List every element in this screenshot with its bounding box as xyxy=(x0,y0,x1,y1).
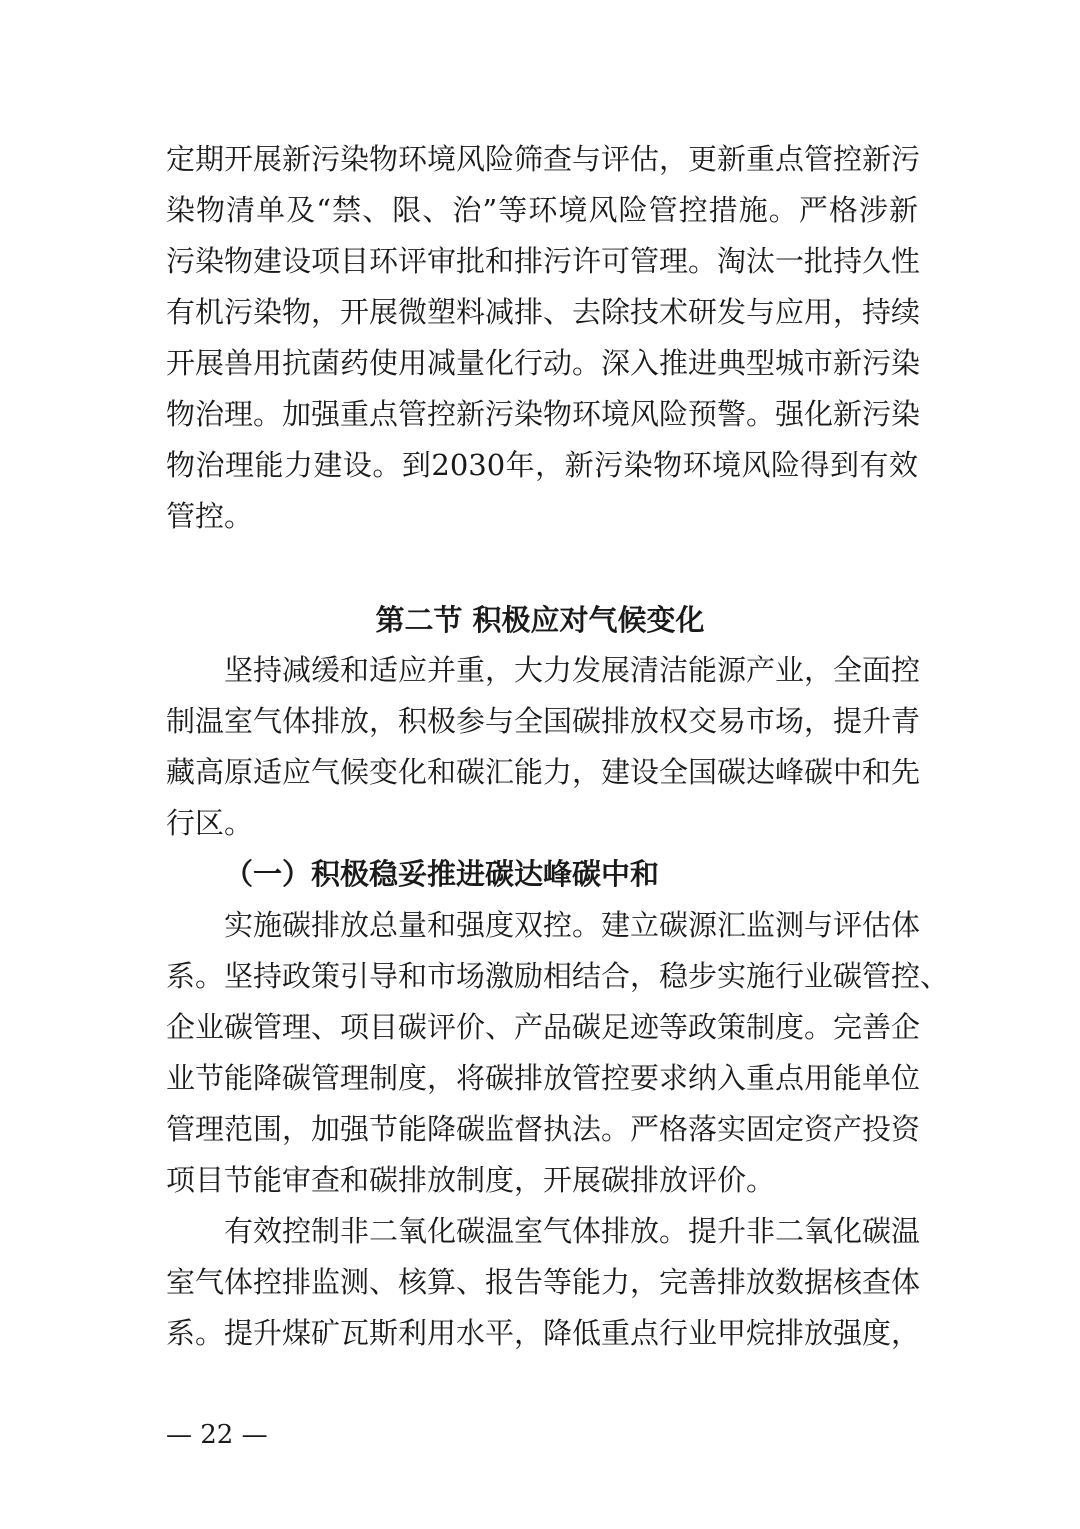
text-line: 系。提升煤矿瓦斯利用水平，降低重点行业甲烷排放强度， xyxy=(166,1316,921,1350)
text-line: 制温室气体排放，积极参与全国碳排放权交易市场，提升青 xyxy=(166,704,921,738)
text-line: 开展兽用抗菌药使用减量化行动。深入推进典型城市新污染 xyxy=(166,346,921,380)
paragraph-new-pollutants xyxy=(166,134,921,542)
section-body xyxy=(166,645,950,1359)
text-line: 污染物建设项目环评审批和排污许可管理。淘汰一批持久性 xyxy=(166,244,921,278)
text-line: 藏高原适应气候变化和碳汇能力，建设全国碳达峰碳中和先 xyxy=(166,755,921,789)
text-line: 管控。 xyxy=(166,499,254,533)
subsection-heading: （一）积极稳妥推进碳达峰碳中和 xyxy=(224,857,660,891)
text-line: 有机污染物，开展微塑料减排、去除技术研发与应用，持续 xyxy=(166,295,921,329)
text-line: 行区。 xyxy=(166,806,254,840)
text-line: 企业碳管理、项目碳评价、产品碳足迹等政策制度。完善企 xyxy=(166,1010,921,1044)
text-line: 坚持减缓和适应并重，大力发展清洁能源产业，全面控 xyxy=(224,653,921,687)
section-title: 第二节 积极应对气候变化 xyxy=(375,603,705,637)
text-line: 定期开展新污染物环境风险筛查与评估，更新重点管控新污 xyxy=(166,142,921,176)
page-number: — 22 — xyxy=(166,1420,268,1450)
text-line: 有效控制非二氧化碳温室气体排放。提升非二氧化碳温 xyxy=(224,1214,921,1248)
text-line: 物治理。加强重点管控新污染物环境风险预警。强化新污染 xyxy=(166,397,921,431)
text-line: 业节能降碳管理制度，将碳排放管控要求纳入重点用能单位 xyxy=(166,1061,921,1095)
text-line: 染物清单及“禁、限、治”等环境风险管控措施。严格涉新 xyxy=(166,193,918,227)
text-line: 系。坚持政策引导和市场激励相结合，稳步实施行业碳管控、 xyxy=(166,959,950,993)
text-line: 项目节能审查和碳排放制度，开展碳排放评价。 xyxy=(166,1163,776,1197)
text-line: 物治理能力建设。到2030年，新污染物环境风险得到有效 xyxy=(166,448,918,482)
text-line: 管理范围，加强节能降碳监督执法。严格落实固定资产投资 xyxy=(166,1112,921,1146)
text-line: 实施碳排放总量和强度双控。建立碳源汇监测与评估体 xyxy=(224,908,921,942)
text-line: 室气体控排监测、核算、报告等能力，完善排放数据核查体 xyxy=(166,1265,921,1299)
